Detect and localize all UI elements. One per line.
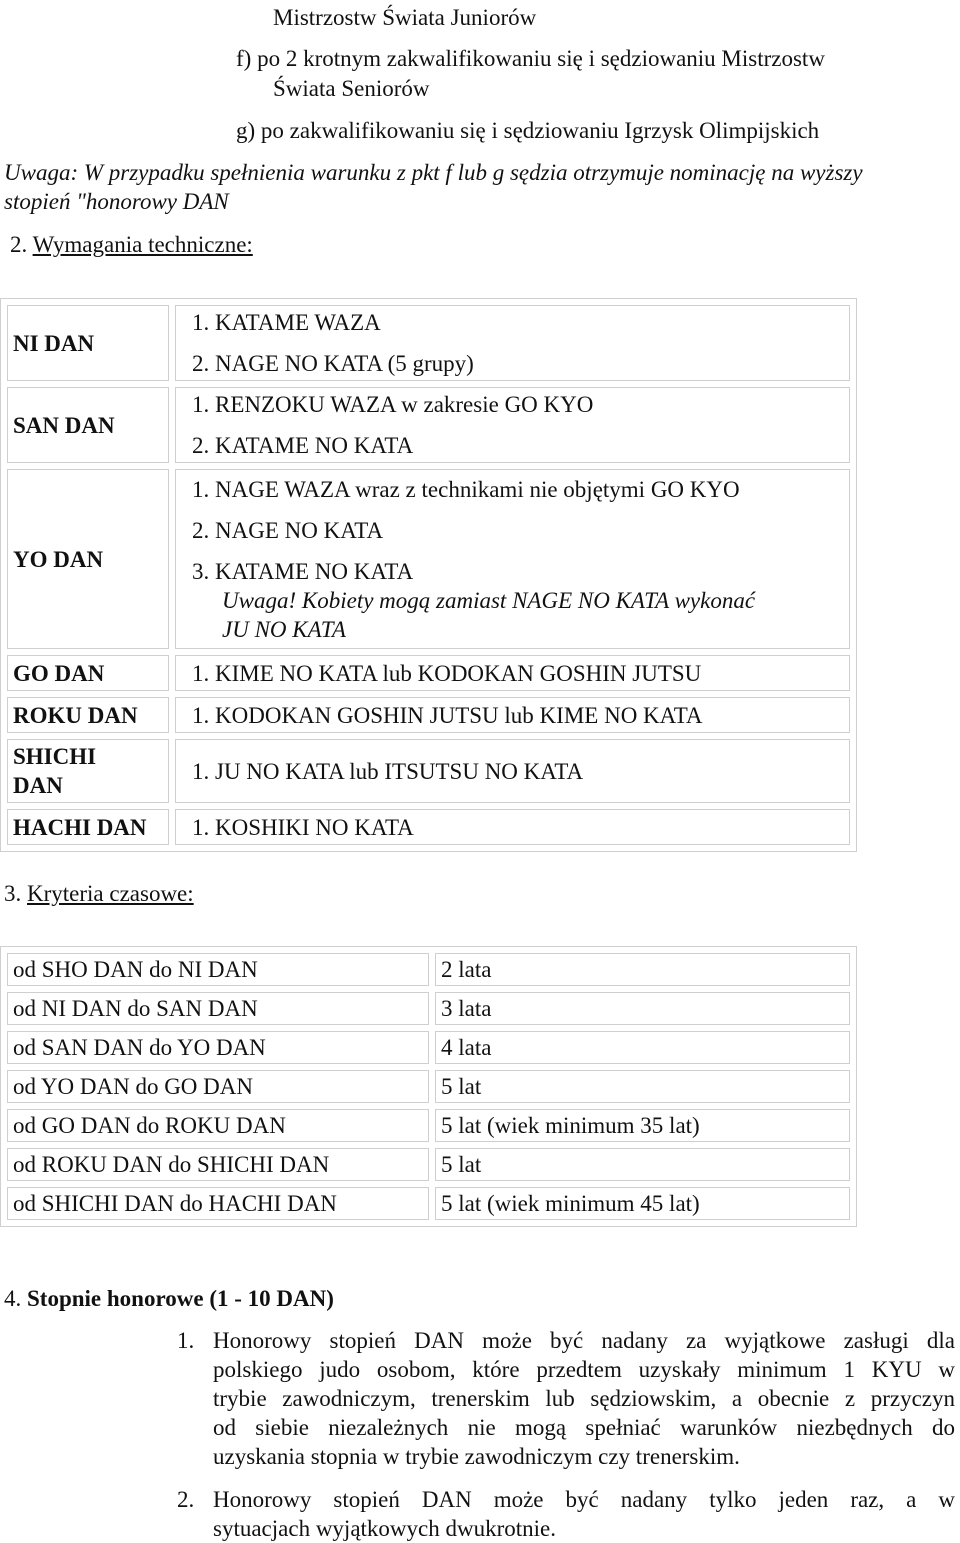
requirements-cell bbox=[175, 387, 850, 463]
from-grade-cell: od SAN DAN do YO DAN bbox=[7, 1031, 429, 1064]
condition-g: g) po zakwalifikowaniu się i sędziowaniu Igrzysk Olimpijskich bbox=[236, 118, 820, 143]
grade-cell: YO DAN bbox=[7, 469, 169, 649]
duration-cell: 5 lat (wiek minimum 45 lat) bbox=[435, 1187, 850, 1220]
requirements-cell bbox=[175, 697, 850, 733]
honorary-item-number: 2. bbox=[177, 1487, 195, 1512]
section-2-number: 2. bbox=[10, 232, 28, 257]
table-row bbox=[7, 1148, 850, 1181]
table-row bbox=[7, 1109, 850, 1142]
honorary-item-line: uzyskania stopnia w trybie zawodniczym czy trenerskim. bbox=[213, 1444, 740, 1469]
requirement-item: 1. KATAME WAZA bbox=[192, 310, 381, 335]
section-2-heading bbox=[10, 230, 253, 259]
section-2-title: Wymagania techniczne: bbox=[32, 232, 253, 257]
honorary-item-number: 1. bbox=[177, 1328, 195, 1353]
section-3-heading bbox=[4, 879, 194, 908]
section-4-number: 4. bbox=[4, 1286, 22, 1311]
honorary-item-line: trybie zawodniczym, trenerskim lub sędziowskim, a obecnie z przyczyn bbox=[213, 1386, 955, 1411]
technical-requirements-table bbox=[0, 298, 857, 852]
from-grade-cell: od GO DAN do ROKU DAN bbox=[7, 1109, 429, 1142]
from-grade-cell: od SHO DAN do NI DAN bbox=[7, 953, 429, 986]
section-3-title: Kryteria czasowe: bbox=[27, 881, 194, 906]
requirement-note-line2: JU NO KATA bbox=[222, 616, 346, 642]
note-line2: stopień "honorowy DAN bbox=[4, 189, 229, 214]
table-row bbox=[7, 809, 850, 845]
duration-cell: 3 lata bbox=[435, 992, 850, 1025]
note-label: Uwaga! bbox=[222, 587, 297, 613]
duration-cell: 2 lata bbox=[435, 953, 850, 986]
honorary-item-line: polskiego judo osobom, które przedtem uzyskały minimum 1 KYU w bbox=[213, 1357, 955, 1382]
requirements-cell bbox=[175, 809, 850, 845]
note-text: Kobiety mogą zamiast NAGE NO KATA wykonać bbox=[296, 587, 756, 613]
requirements-cell bbox=[175, 655, 850, 691]
section-3-number: 3. bbox=[4, 881, 22, 906]
table-row bbox=[7, 655, 850, 691]
requirement-item: 3. KATAME NO KATA bbox=[192, 558, 414, 584]
duration-cell: 5 lat (wiek minimum 35 lat) bbox=[435, 1109, 850, 1142]
note-line1: Uwaga: W przypadku spełnienia warunku z pkt f lub g sędzia otrzymuje nominację na wyższy bbox=[4, 160, 863, 185]
from-grade-cell: od YO DAN do GO DAN bbox=[7, 1070, 429, 1103]
table-row bbox=[7, 953, 850, 986]
table-row bbox=[7, 1070, 850, 1103]
honorary-item-line: Honorowy stopień DAN może być nadany tylko jeden raz, a w bbox=[213, 1487, 955, 1512]
from-grade-cell: od NI DAN do SAN DAN bbox=[7, 992, 429, 1025]
requirements-cell bbox=[175, 305, 850, 381]
honorary-item-line: sytuacjach wyjątkowych dwukrotnie. bbox=[213, 1516, 556, 1541]
honorary-item-line: od siebie niezależnych nie mogą spełniać warunków niezbędnych do bbox=[213, 1415, 955, 1440]
requirement-item: 1. NAGE WAZA wraz z technikami nie objętymi GO KYO bbox=[192, 476, 740, 502]
requirement-item: 2. NAGE NO KATA (5 grupy) bbox=[192, 351, 474, 376]
requirement-item: 1. KOSHIKI NO KATA bbox=[192, 814, 414, 840]
requirement-item: 2. NAGE NO KATA bbox=[192, 517, 384, 543]
requirement-item: 1. RENZOKU WAZA w zakresie GO KYO bbox=[192, 392, 594, 417]
grade-line: SHICHI bbox=[13, 744, 97, 769]
condition-f-line1: f) po 2 krotnym zakwalifikowaniu się i sędziowaniu Mistrzostw bbox=[236, 46, 825, 71]
requirements-cell bbox=[175, 739, 850, 803]
requirement-item: 1. KIME NO KATA lub KODOKAN GOSHIN JUTSU bbox=[192, 660, 702, 686]
table-row bbox=[7, 992, 850, 1025]
requirement-item: 1. JU NO KATA lub ITSUTSU NO KATA bbox=[192, 758, 584, 784]
table-row bbox=[7, 387, 850, 463]
grade-cell: GO DAN bbox=[7, 655, 169, 691]
grade-cell: SAN DAN bbox=[7, 387, 169, 463]
requirement-item: 2. KATAME NO KATA bbox=[192, 433, 414, 458]
grade-cell: HACHI DAN bbox=[7, 809, 169, 845]
section-4-heading bbox=[4, 1284, 334, 1313]
grade-cell: ROKU DAN bbox=[7, 697, 169, 733]
requirements-cell bbox=[175, 469, 850, 649]
grade-cell bbox=[7, 739, 169, 803]
table-row bbox=[7, 1187, 850, 1220]
time-criteria-table bbox=[0, 946, 857, 1227]
table-row bbox=[7, 305, 850, 381]
table-row bbox=[7, 469, 850, 649]
duration-cell: 5 lat bbox=[435, 1148, 850, 1181]
honorary-item-line: Honorowy stopień DAN może być nadany za wyjątkowe zasługi dla bbox=[213, 1328, 955, 1353]
table-row bbox=[7, 739, 850, 803]
duration-cell: 4 lata bbox=[435, 1031, 850, 1064]
requirement-item: 1. KODOKAN GOSHIN JUTSU lub KIME NO KATA bbox=[192, 702, 703, 728]
from-grade-cell: od ROKU DAN do SHICHI DAN bbox=[7, 1148, 429, 1181]
from-grade-cell: od SHICHI DAN do HACHI DAN bbox=[7, 1187, 429, 1220]
table-row bbox=[7, 697, 850, 733]
duration-cell: 5 lat bbox=[435, 1070, 850, 1103]
text-line-juniors: Mistrzostw Świata Juniorów bbox=[273, 5, 537, 30]
requirement-note bbox=[192, 586, 844, 615]
table-row bbox=[7, 1031, 850, 1064]
condition-f-line2: Świata Seniorów bbox=[273, 76, 430, 101]
grade-line: DAN bbox=[13, 773, 63, 798]
section-4-title: Stopnie honorowe (1 - 10 DAN) bbox=[27, 1286, 334, 1311]
grade-cell: NI DAN bbox=[7, 305, 169, 381]
